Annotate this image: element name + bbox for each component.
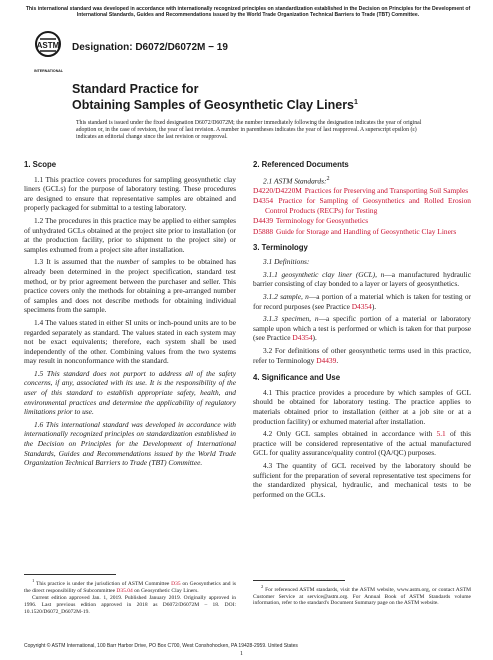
footnote-divider-left [24, 574, 116, 575]
link-d4354-b[interactable]: D4354 [292, 333, 313, 343]
definitions-label: 3.1 Definitions: [263, 257, 310, 267]
reference-item [253, 216, 471, 226]
link-d35[interactable]: D35 [171, 580, 181, 587]
def-3-1-2: 3.1.2 sample, n—a portion of a material which is taken for testing or for record purposes (see Practice D4354). [253, 292, 471, 311]
para-1-2: 1.2 The procedures in this practice may be applied to either samples of unhydrated GCLs obtained at the project site prior to installation (or at the production facility, prior to shipment to the project site) or samples exhumed from a project site after installation. [24, 215, 236, 254]
para-4-1: 4.1 This practice provides a procedure by which samples of GCL should be obtained for laboratory testing. The practice applies to materials obtained prior to installation (either at a job site or at a production facility) or exhumed material after installation. [253, 387, 471, 426]
footnote-1: $^1$ This practice is under the jurisdiction of ASTM Committee D35 on Geosynthetics and is the direct responsibility of Subcommittee D35.04 on Geosynthetic Clay Liners. Current edition approved Jan. 1, 2019. Published January 2019. Originally approved in 1996. Last previous edition approved in 2018 as D6072/D6072M – 18. DOI: 10.1520/D6072_D6072M-19. [24, 578, 236, 616]
link-d4439[interactable]: D4439 [316, 355, 337, 365]
referenced-docs-heading: 2. Referenced Documents [253, 160, 349, 169]
para-1-3: 1.3 It is assumed that the number of samples to be obtained has already been determined in the project specification, standard test method, or by prior agreement between the purchaser and seller. This practice covers only the methods for obtaining a pre-arranged number of samples and does not describe methods for obtaining individual specimens from the sample. [24, 257, 236, 315]
para-3-2: 3.2 For definitions of other geosynthetic terms used in this practice, refer to Terminology D4439. [253, 345, 471, 365]
reference-item [253, 196, 471, 215]
standard-note: This standard is issued under the fixed designation D6072/D6072M; the number immediately following the designation indicates the year of original adoption or, in the case of revision, the year of last revision. A number in parentheses indicates the year of last reapproval. A superscript epsilon (ε) indicates an editorial change since the last revision or reapproval. [76, 120, 422, 141]
right-column [253, 160, 471, 502]
link-d35-04[interactable]: D35.04 [116, 587, 133, 594]
reference-title[interactable]: Terminology for Geosynthetics [275, 216, 369, 226]
page-number: 1 [240, 651, 243, 657]
left-column [24, 160, 236, 471]
para-4-3: 4.3 The quantity of GCL received by the laboratory should be sufficient for the preparation of several representative test specimens for the standardized physical, hydraulic, and mechanical tests to be performed on the GCLs. [253, 460, 471, 499]
designation: Designation: D6072/D6072M − 19 [72, 42, 228, 53]
para-1-6: 1.6 This international standard was developed in accordance with internationally recognized principles on standardization established in the Decision on Principles for the Development of International Standards, Guides and Recommendations issued by the World Trade Organization Technical Barriers to Trade (TBT) Committee. [24, 419, 236, 468]
reference-code-link[interactable]: D4220/D4220M [253, 185, 302, 195]
reference-title[interactable]: Practice for Sampling of Geosynthetics and Rolled Erosion Control Products (RECPs) for Testing [265, 196, 471, 215]
title-line2: Obtaining Samples of Geosynthetic Clay Liners [72, 98, 355, 113]
reference-item [253, 227, 471, 237]
link-section-5-1[interactable]: 5.1 [436, 429, 446, 439]
reference-title[interactable]: Practices for Preserving and Transporting Soil Samples [304, 185, 469, 195]
reference-title[interactable]: Guide for Storage and Handling of Geosynthetic Clay Liners [275, 227, 457, 237]
svg-text:ASTM: ASTM [36, 41, 60, 50]
def-3-1-3: 3.1.3 specimen, n—a specific portion of a material or laboratory sample upon which a test is performed or which is taken for that purpose (see Practice D4354). [253, 314, 471, 343]
def-3-1-1: 3.1.1 geosynthetic clay liner (GCL), n—a manufactured hydraulic barrier consisting of clay bonded to a layer or layers of geosynthetics. [253, 269, 471, 289]
para-1-4: 1.4 The values stated in either SI units or inch-pound units are to be regarded separately as standard. The values stated in each system may not be exact equivalents; therefore, each system shall be used independently of the other. Combining values from the two systems may result in nonconformance with the standard. [24, 317, 236, 366]
terminology-heading: 3. Terminology [253, 242, 308, 252]
para-4-2: 4.2 Only GCL samples obtained in accordance with 5.1 of this practice will be considered representative of the actual manufactured GCL for quality assurance/quality control (QA/QC) purposes. [253, 429, 472, 458]
scope-heading: 1. Scope [24, 160, 57, 169]
page-title [72, 82, 358, 112]
reference-item [253, 186, 471, 196]
reference-code-link[interactable]: D4439 [253, 216, 274, 226]
significance-heading: 4. Significance and Use [253, 373, 341, 383]
footnote-divider-right [253, 580, 345, 581]
logo-label: INTERNATIONAL [34, 69, 64, 73]
link-d4354-a[interactable]: D4354 [351, 301, 372, 311]
footnote-2: $^2$ For referenced ASTM standards, visit the ASTM website, www.astm.org, or contact ASTM Customer Service at service@astm.org. For Annual Book of ASTM Standards volume information, refer to the standard's Document Summary page on the ASTM website. [253, 584, 472, 607]
astm-logo [34, 30, 64, 73]
para-1-1: 1.1 This practice covers procedures for sampling geosynthetic clay liners (GCLs) for the purpose of laboratory testing. These procedures are designed to ensure that representative samples are obtained and properly packaged for submittal to a testing laboratory. [24, 174, 236, 213]
reference-code-link[interactable]: D5888 [253, 227, 274, 237]
title-line1: Standard Practice for [72, 82, 199, 96]
tbt-notice: This international standard was developed in accordance with internationally recognized principles on standardization established in the Decision on Principles for the Development of International Standards, Guides and Recommendations issued by the World Trade Organization Technical Barriers to Trade (TBT) Committee. [25, 6, 471, 19]
reference-code-link[interactable]: D4354 [253, 196, 274, 206]
para-1-5: 1.5 This standard does not purport to address all of the safety concerns, if any, associated with its use. It is the responsibility of the user of this standard to establish appropriate safety, health, and environmental practices and determine the applicability of regulatory limitations prior to use. [24, 368, 236, 417]
astm-standards-label: 2.1 ASTM Standards:$^2$ [263, 175, 330, 186]
copyright-footer: Copyright © ASTM International, 100 Barr Harbor Drive, PO Box C700, West Conshohocken, PA 19428-2959. United States [24, 643, 298, 649]
title-footnote-ref: 1 [354, 99, 358, 106]
reference-list [253, 186, 471, 237]
